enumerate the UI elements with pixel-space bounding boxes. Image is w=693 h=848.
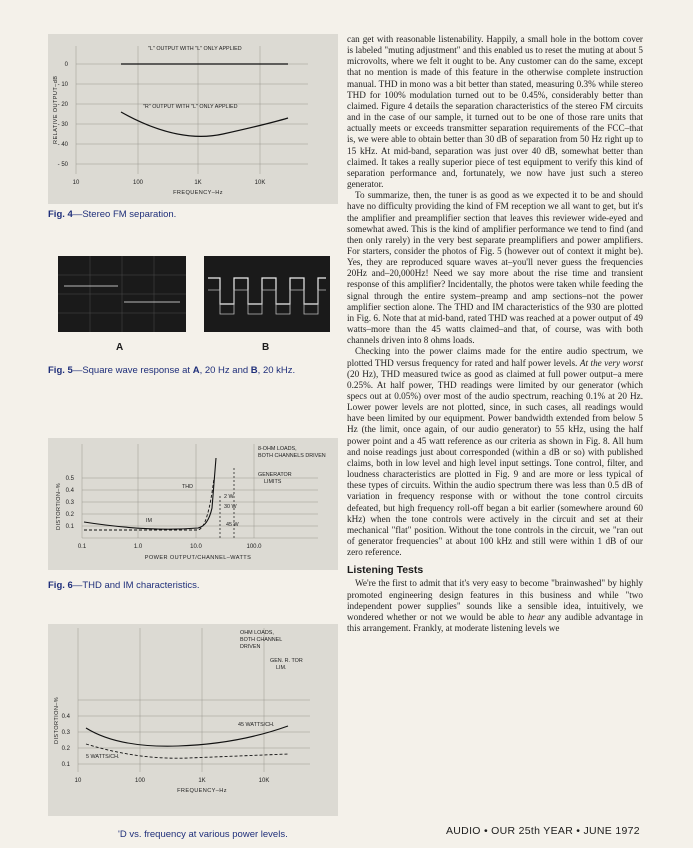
fig6-graph [48,438,338,570]
fig6-ann-gen: GENERATOR [258,472,292,478]
section-heading: Listening Tests [347,564,424,577]
article-column [347,34,643,634]
fig7-ann-loads2: BOTH CHANNEL [240,637,283,643]
fig7-xlabel: FREQUENCY–Hz [177,788,227,794]
fig7-xtick: 100 [134,778,146,784]
fig5a-svg [58,256,186,332]
fig6-caption-num: Fig. 6 [48,580,73,591]
fig4-ytick: - 20 [57,102,68,108]
paragraph-4 [347,578,643,634]
fig7-ann-gen2: LIM. [276,665,287,671]
fig5-caption-b: B [250,365,258,376]
fig6-xtick: 1.0 [133,544,143,550]
fig7-xtick: 10 [74,778,82,784]
fig7-ytick: 0.1 [61,762,70,768]
fig4-xlabel: FREQUENCY–Hz [173,190,223,196]
fig7-45w-curve [86,726,288,746]
fig7-ann-loads3: DRIVEN [240,644,261,650]
fig5-caption-text: —Square wave response at [72,365,193,376]
paragraph-4-a: We're the first to admit that it's very easy to become "brainwashed" by highly promoted engineering design features in this business and while "two independent power supplies" sounds like a sensible idea, intuitively, we wondered whether or not we would be able to [347,578,643,622]
fig4-ytick: - 10 [57,82,68,88]
oscilloscope-photo-a [58,256,186,332]
fig7-ytick: 0.4 [61,714,70,720]
fig6-ytick: 0.4 [65,488,74,494]
page-footer: AUDIO • OUR 25th YEAR • JUNE 1972 [446,825,640,837]
fig4-xtick: 100 [132,180,144,186]
fig5-caption-mid: , 20 Hz and [199,365,251,376]
fig5-label-b: B [262,342,270,353]
fig6-caption-text: —THD and IM characteristics. [72,580,200,591]
fig7-xtick: 10K [258,778,270,784]
fig6-caption [48,580,200,591]
fig6-xtick: 0.1 [77,544,87,550]
fig7-xtick: 1K [198,778,206,784]
fig6-ytick: 0.2 [65,512,74,518]
fig6-svg [48,438,338,570]
paragraph-4-b: any audible advantage in this arrangement. Frankly, at moderate listening levels we [347,611,643,633]
fig6-w1: 2 W [224,494,234,500]
paragraph-2: To summarize, then, the tuner is as good as we expected it to be and should have no difficulty providing the kind of FM reception we all want to get, but it's the amplifier and preamplifier section that leaves this reviewer wide-eyed and somewhat awed. This is the kind of amplifier performance we tend to find (and then only rarely) in the very best separate preamplifiers and power amplifiers. For starters, consider the photos of Fig. 5 (however out of context it might be). Yes, they are reproduced square waves at–you'll never guess the frequencies 20Hz and–20,000Hz! Need we say more about the rise time and transient response of this amplifier? Incidentally, the photos were taken while feeding the signal through the entire system–preamp and amp sections–not the power amplifier section alone. The THD and IM characteristics of the 930 are plotted in Fig. 6. Note that at mid-band, rated THD was reached at a power output of 49 watts–more than the 45 watts claimed–and that, of course, was with both channels driven into 8 ohms loads. [347,190,643,346]
fig4-ytick: 0 [64,62,68,68]
paragraph-3-a: Checking into the power claims made for the entire audio spectrum, we plotted THD versus frequency for rated and half power levels. [347,346,643,368]
fig6-ylabel: DISTORTION–% [56,482,62,530]
fig5-label-a: A [116,342,124,353]
fig6-ann-loads: 8-OHM LOADS, [258,446,297,452]
fig4-ytick: - 30 [57,122,68,128]
paragraph-4-italic: hear [527,611,545,622]
oscilloscope-photo-b [204,256,330,332]
paragraph-3-italic: At the very worst [579,357,643,368]
fig7-graph [48,624,338,816]
fig5-caption [48,365,295,376]
fig4-svg [48,34,338,204]
fig6-w2: 30 W [224,504,237,510]
paragraph-3-b: (20 Hz), THD measured twice as good as claimed at full power output–a mere 0.25%. At half power, THD readings were limited by our generator (which specs out at 0.05%) over most of the audio spectrum, reaching 0.1% at 20 Hz. Lower power levels are not plotted, since, in such cases, all readings would have been limited by our equipment. Power bandwidth extended from below 5 Hz (the limit, once again, of our audio generator) to 55 kHz, using the half power point and a 45 watt reference as our criteria as shown in Fig. 8. All hum and noise readings just about corresponded (within a dB or so) with published claims, both in low level and high level input settings. Tone control, filter, and loudness characteristics are plotted in Fig. 9 and are more or less typical of these types of circuits. Within the audio spectrum there was less than 0.5 dB of variation in frequency response with or without the tone control circuits defeated, but high frequency roll-off began a bit earlier (somewhere around 60 kHz) when the tone controls were actively in the circuit and set at their mechanical "flat" position. Without the tone controls in the circuit, we "ran out of generator frequencies" at about 100 kHz and still were within 1 dB of our zero reference. [347,368,643,558]
fig7-5w-label: 5 WATTS/CH. [86,754,120,760]
fig6-ann-loads2: BOTH CHANNELS DRIVEN [258,453,326,459]
fig4-xtick: 10K [254,180,266,186]
fig7-caption: 'D vs. frequency at various power levels. [118,829,288,840]
fig7-ytick: 0.2 [61,746,70,752]
fig7-ytick: 0.3 [61,730,70,736]
fig5b-svg [204,256,330,332]
paragraph-3 [347,346,643,558]
fig4-caption-text: —Stereo FM separation. [72,209,177,220]
fig4-caption-num: Fig. 4 [48,209,73,220]
paragraph-1: can get with reasonable listenability. Happily, a small hole in the bottom cover is labeled "muting adjustment" and this enabled us to reset the muting at about 5 microvolts, where we felt it ought to be. Any customer can do the same, except that no mention is made of this feature in the otherwise complete instruction manual. THD in mono was a bit better than stated, measuring 0.3% while stereo THD for 100% modulation turned out to be 0.45%, considerably better than claimed. Figure 4 details the separation characteristics of the stereo FM circuits and in the case of our sample, it turned out to be one of those rare units that actually meets or exceeds transmitter separation requirements of the FCC–that is, we were able to obtain better than 30 dB of separation from 50 Hz right up to 15 kHz. At mid-band, separation was just over 40 dB, somewhat better than claimed. It takes a really superior piece of test equipment to verify this kind of separation performance and, fortunately, we now have just such a stereo generator. [347,34,643,190]
fig7-ylabel: DISTORTION–% [54,696,60,744]
fig4-ytick: - 40 [57,142,68,148]
fig5-caption-a: A [192,365,200,376]
fig4-ylabel: RELATIVE OUTPUT–dB [53,75,59,144]
fig4-ann-top: "L" OUTPUT WITH "L" ONLY APPLIED [148,46,242,52]
fig5-caption-end: , 20 kHz. [257,365,296,376]
fig6-ytick: 0.1 [65,524,74,530]
fig7-svg [48,624,338,816]
fig6-xtick: 10.0 [190,544,202,550]
fig6-w3: 45 W [226,522,239,528]
fig7-ann-gen: GEN. R. TOR [270,658,303,664]
fig6-thd-label: THD [182,484,194,490]
fig4-caption [48,209,176,220]
fig4-xtick: 1K [194,180,202,186]
fig6-xtick: 100.0 [246,544,262,550]
fig4-graph [48,34,338,204]
fig6-ytick: 0.5 [65,476,74,482]
fig4-ann-bottom: "R" OUTPUT WITH "L" ONLY APPLIED [143,104,238,110]
fig6-xlabel: POWER OUTPUT/CHANNEL–WATTS [144,555,252,561]
fig6-im-label: IM [146,518,152,524]
fig6-ytick: 0.3 [65,500,74,506]
fig5-caption-num: Fig. 5 [48,365,73,376]
fig4-xtick: 10 [72,180,80,186]
fig7-45w-label: 45 WATTS/CH. [238,722,275,728]
fig6-ann-gen2: LIMITS [264,479,282,485]
fig7-ann-loads: OHM LOADS, [240,630,274,636]
fig4-ytick: - 50 [57,162,68,168]
